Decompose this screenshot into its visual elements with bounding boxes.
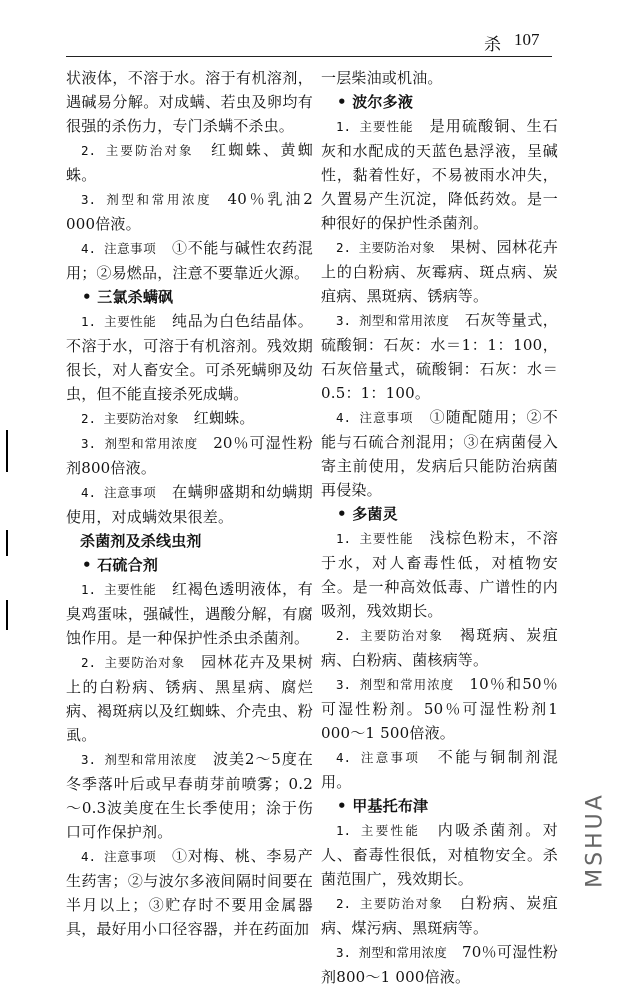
property-text: 白粉病、炭疽病、煤污病、黑斑病等。 (321, 894, 558, 937)
property-paragraph (321, 526, 558, 623)
property-text: 红褐色透明液体，有臭鸡蛋味，强碱性，遇酸分解，有腐蚀作用。是一种保护性杀虫杀菌剂。 (66, 580, 313, 647)
property-label: 4. 注意事项 (81, 485, 157, 500)
property-paragraph (321, 308, 558, 405)
property-paragraph (66, 187, 313, 236)
property-text: 10％和50％可湿性粉剂。50％可湿性粉剂1 000～1 500倍液。 (321, 675, 558, 742)
property-paragraph (321, 818, 558, 891)
property-text: 不能与铜制剂混用。 (321, 748, 558, 791)
product-name: 多菌灵 (352, 505, 398, 523)
property-label: 2. 主要防治对象 (336, 896, 444, 911)
product-name: 三氯杀螨砜 (97, 288, 174, 306)
continued-paragraph: 状液体，不溶于水。溶于有机溶剂，遇碱易分解。对成螨、若虫及卵均有很强的杀伤力，专门杀螨不杀虫。 (66, 69, 313, 135)
property-text: 纯品为白色结晶体。不溶于水，可溶于有机溶剂。残效期很长，对人畜安全。可杀死螨卵及幼虫，但不能直接杀死成螨。 (66, 312, 313, 403)
property-label: 4. 注意事项 (81, 849, 157, 864)
property-label: 2. 主要防治对象 (336, 628, 444, 643)
scan-edge-mark (6, 430, 8, 472)
product-heading (321, 502, 558, 526)
property-paragraph (321, 114, 558, 235)
continued-paragraph: 一层柴油或机油。 (321, 69, 443, 87)
property-text: 是用硫酸铜、生石灰和水配成的天蓝色悬浮液，呈碱性，黏着性好，不易被雨水冲失，久置易产生沉淀，降低药效。是一种很好的保护性杀菌剂。 (321, 117, 559, 232)
bullet-icon: • (82, 288, 98, 306)
property-label: 1. 主要性能 (336, 823, 421, 838)
property-text: ①对梅、桃、李易产生药害；②与波尔多液间隔时间要在半月以上；③贮存时不要用金属器具，最好用小口径容器，并在药面加 (66, 847, 313, 938)
property-text: ①不能与碱性农药混用；②易燃品，注意不要靠近火源。 (66, 239, 313, 282)
property-text: 褐斑病、炭疽病、白粉病、菌核病等。 (321, 626, 558, 669)
property-label: 1. 主要性能 (81, 582, 157, 597)
product-heading (321, 794, 558, 818)
property-paragraph (321, 891, 558, 940)
page-number: 107 (514, 30, 540, 49)
property-text: 内吸杀菌剂。对人、畜毒性很低，对植物安全。杀菌范围广，残效期长。 (321, 821, 558, 888)
property-paragraph (66, 844, 313, 941)
product-name: 波尔多液 (352, 93, 414, 111)
watermark-text: MSHUA (582, 792, 608, 888)
property-paragraph (321, 405, 558, 502)
property-label: 2. 主要防治对象 (336, 240, 435, 255)
property-text: 在螨卵盛期和幼螨期使用，对成螨效果很差。 (66, 483, 313, 526)
property-text: ①随配随用；②不能与石硫合剂混用；③在病菌侵入寄主前使用，发病后只能防治病菌再侵染。 (321, 408, 559, 499)
property-paragraph (66, 650, 313, 747)
property-label: 3. 剂型和常用浓度 (81, 436, 198, 451)
product-name: 甲基托布津 (352, 797, 429, 815)
property-text: 红蜘蛛、黄蜘蛛。 (66, 141, 314, 184)
product-heading (66, 553, 313, 577)
property-text: 浅棕色粉末，不溶于水，对人畜毒性低，对植物安全。是一种高效低毒、广谱性的内吸剂，残效期长。 (321, 529, 559, 620)
property-label: 2. 主要防治对象 (81, 411, 179, 426)
property-label: 2. 主要防治对象 (81, 655, 185, 670)
scan-edge-mark (6, 530, 8, 556)
property-label: 3. 剂型和常用浓度 (336, 677, 455, 692)
property-paragraph (321, 745, 558, 794)
property-text: 园林花卉及果树上的白粉病、锈病、黑星病、腐烂病、褐斑病以及红蜘蛛、介壳虫、粉虱。 (66, 653, 313, 744)
right-column (321, 66, 558, 989)
bullet-icon: • (337, 797, 353, 815)
property-paragraph (66, 577, 313, 650)
property-text: 40％乳油2 000倍液。 (66, 190, 313, 233)
property-paragraph (66, 480, 313, 529)
property-label: 3. 剂型和常用浓度 (81, 192, 213, 207)
property-paragraph (321, 940, 558, 989)
left-column (66, 66, 313, 941)
property-label: 3. 剂型和常用浓度 (336, 945, 447, 960)
property-text: 果树、园林花卉上的白粉病、灰霉病、斑点病、炭疽病、黑斑病、锈病等。 (321, 238, 558, 305)
property-paragraph (66, 406, 313, 431)
property-paragraph (321, 672, 558, 745)
property-label: 2. 主要防治对象 (81, 143, 194, 158)
watermark (580, 790, 610, 890)
header-rule (66, 56, 552, 57)
category-heading: 杀菌剂及杀线虫剂 (80, 532, 202, 550)
property-paragraph (66, 236, 313, 285)
property-paragraph (321, 235, 558, 308)
property-paragraph (66, 138, 313, 187)
property-label: 1. 主要性能 (81, 314, 157, 329)
property-label: 3. 剂型和常用浓度 (336, 313, 450, 328)
property-paragraph (66, 431, 313, 480)
bullet-icon: • (337, 505, 353, 523)
property-label: 1. 主要性能 (336, 531, 414, 546)
property-paragraph (321, 623, 558, 672)
property-paragraph (66, 309, 313, 406)
property-label: 4. 注意事项 (336, 750, 421, 765)
property-text: 石灰等量式，硫酸铜：石灰：水＝1：1：100，石灰倍量式，硫酸铜：石灰：水＝0.5：1：100。 (321, 311, 559, 402)
property-label: 4. 注意事项 (336, 410, 414, 425)
property-text: 70％可湿性粉剂800～1 000倍液。 (321, 943, 558, 986)
product-heading (66, 285, 313, 309)
scan-edge-mark (6, 600, 8, 630)
property-label: 3. 剂型和常用浓度 (81, 752, 198, 767)
property-text: 波美2～5度在冬季落叶后或早春萌芽前喷雾；0.2～0.3波美度在生长季使用；涂于伤口可作保护剂。 (66, 750, 313, 841)
product-name: 石硫合剂 (97, 556, 159, 574)
product-heading (321, 90, 558, 114)
bullet-icon: • (82, 556, 98, 574)
property-label: 4. 注意事项 (81, 241, 157, 256)
property-text: 红蜘蛛。 (193, 409, 255, 427)
running-header (66, 22, 552, 62)
property-label: 1. 主要性能 (336, 119, 414, 134)
property-text: 20％可湿性粉剂800倍液。 (66, 434, 313, 477)
header-section-char: 杀 (484, 35, 501, 55)
bullet-icon: • (337, 93, 353, 111)
property-paragraph (66, 747, 313, 844)
